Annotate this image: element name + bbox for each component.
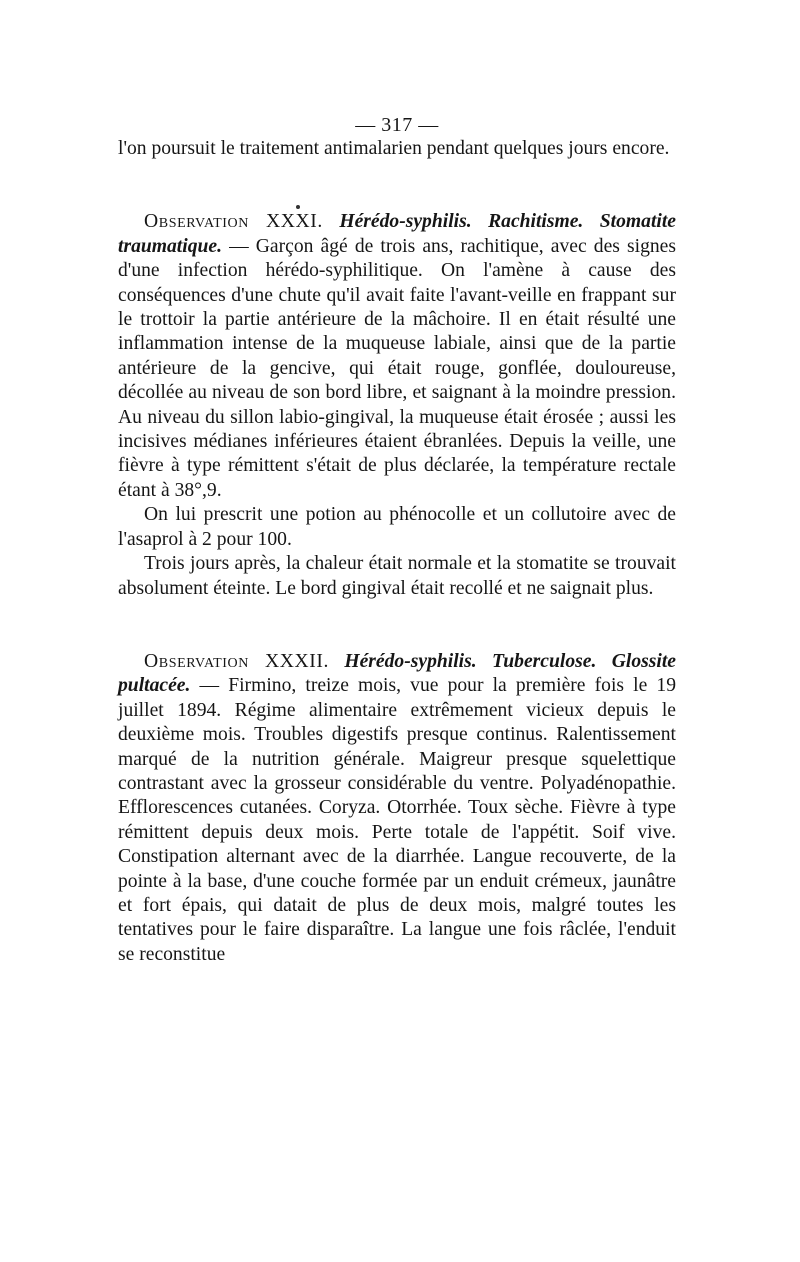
observation-31-title: Hérédo-syphilis. Rachitisme. Stomatite traumatique.: [118, 211, 676, 257]
observation-32-label: Observation XXXII.: [144, 650, 329, 672]
observation-32-title: Hérédo-syphilis. Tuberculose. Glossite pultacée.: [118, 650, 676, 697]
observation-32-body: — Firmino, treize mois, vue pour la première fois le 19 juillet 1894. Régime alimentaire extrêmement vicieux depuis le deuxième mois. Troubles digestifs presque continus. Ralentissement marqué de la nutrition générale. Maigreur presque squelettique contrastant avec la grosseur considérable du ventre. Polyadénopathie. Efflorescences cutanées. Coryza. Otorrhée. Toux sèche. Fièvre à type rémittent depuis deux mois. Perte totale de l'appétit. Soif vive. Constipation alternant avec de la diarrhée. Langue recouverte, de la pointe à la base, d'une couche formée par un enduit crémeux, jaunâtre et fort épais, qui datait de plus de deux mois, malgré toutes les tentatives pour le faire disparaître. La langue une fois râclée, l'enduit se reconstitue: [118, 675, 676, 965]
observation-31-paragraph: [118, 210, 676, 503]
observation-31-outcome: Trois jours après, la chaleur était normale et la stomatite se trouvait absolument éteinte. Le bord gingival était recollé et ne saignait plus.: [118, 553, 676, 599]
page-number: — 317 —: [355, 114, 439, 136]
observation-31-body: — Garçon âgé de trois ans, rachitique, avec des signes d'une infection hérédo-syphilitique. On l'amène à cause des conséquences d'une chute qu'il avait faite l'avant-veille en frappant sur le trottoir la partie antérieure de la mâchoire. Il en était résulté une inflammation intense de la muqueuse labiale, ainsi que de la partie antérieure de la gencive, qui était rouge, gonflée, douloureuse, décollée au niveau de son bord libre, et saignant à la moindre pression. Au niveau du sillon labio-gingival, la muqueuse était érosée ; aussi les incisives médianes inférieures étaient ébranlées. Depuis la veille, une fièvre à type rémittent s'était de plus déclarée, la température rectale étant à 38°,9.: [118, 235, 676, 501]
observation-32-paragraph: [118, 650, 676, 967]
observation-31-treatment: On lui prescrit une potion au phénocolle et un collutoire avec de l'asaprol à 2 pour 100.: [118, 504, 676, 550]
book-page: [118, 113, 676, 967]
observation-31-label: Observation XXXI.: [144, 211, 323, 233]
continuation-paragraph: l'on poursuit le traitement antimalarien pendant quelques jours encore.: [118, 138, 670, 159]
